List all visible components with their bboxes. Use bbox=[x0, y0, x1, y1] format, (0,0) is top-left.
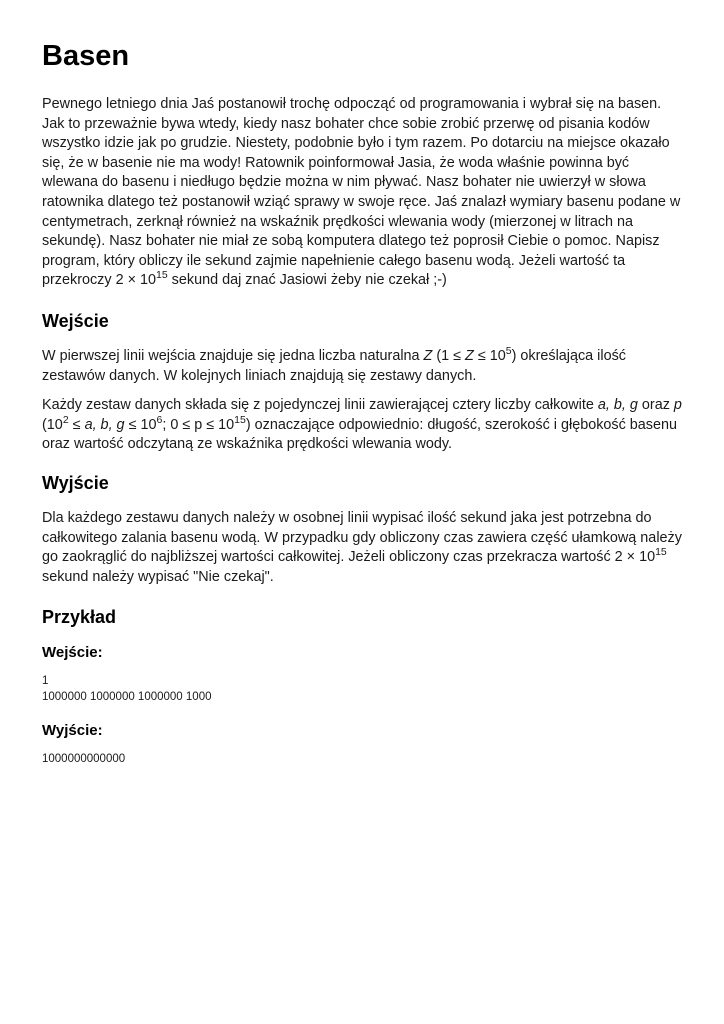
input-heading: Wejście bbox=[42, 310, 109, 331]
input-paragraph-2 bbox=[42, 396, 687, 455]
output-exponent: 15 bbox=[655, 546, 667, 559]
page-title: Basen bbox=[42, 40, 130, 72]
input-p2-text-c: (10 bbox=[42, 416, 63, 433]
input-p2-var-p: p bbox=[673, 397, 682, 414]
input-p1-var-z: Z bbox=[423, 347, 433, 364]
input-p1-text-d: ) określająca ilość zestawów danych. W kolejnych liniach znajdują się zestawy danych. bbox=[42, 347, 626, 384]
example-input-heading: Wejście: bbox=[42, 644, 103, 662]
input-p2-text-b: oraz bbox=[637, 397, 674, 414]
input-p1-exponent: 5 bbox=[505, 344, 512, 357]
example-output-block: 1000000000000 bbox=[42, 753, 126, 766]
input-p2-text-e: ≤ 10 bbox=[124, 416, 157, 433]
input-p1-text-b: (1 ≤ bbox=[432, 347, 466, 364]
output-text: Dla każdego zestawu danych należy w osobnej linii wypisać ilość sekund jaka jest potrzebna do całkowitego zalania basenu wodą. W przypadku gdy obliczony czas zawiera część ułamkową należy go zaokrąglić do najbliższej wartości całkowitej. Jeżeli obliczony czas przekracza wartość 2 × 10 bbox=[42, 509, 682, 566]
input-p2-exponent-3: 15 bbox=[234, 413, 246, 426]
input-p2-text-f: ; 0 ≤ p ≤ 10 bbox=[162, 416, 235, 433]
input-p2-text-a: Każdy zestaw danych składa się z pojedynczej linii zawierającej cztery liczby całkowite bbox=[42, 397, 598, 414]
output-section bbox=[42, 471, 687, 587]
example-section bbox=[42, 605, 687, 767]
input-p2-vars-2: a, b, g bbox=[84, 416, 125, 433]
problem-statement bbox=[42, 28, 687, 783]
output-text-end: sekund należy wypisać "Nie czekaj". bbox=[42, 568, 274, 585]
example-heading: Przykład bbox=[42, 607, 117, 628]
example-output-heading: Wyjście: bbox=[42, 722, 103, 740]
output-paragraph bbox=[42, 509, 687, 587]
input-p2-exponent-1: 2 bbox=[62, 413, 69, 426]
intro-exponent: 15 bbox=[155, 269, 168, 282]
input-p2-text-g: ) oznaczające odpowiednio: długość, szerokość i głębokość basenu oraz wartość odczytaną ze wskaźnika prędkości wlewania wody. bbox=[42, 416, 678, 453]
intro-text-end: sekund daj znać Jasiowi żeby nie czekał ;-) bbox=[167, 272, 447, 289]
input-p2-exponent-2: 6 bbox=[156, 413, 163, 426]
input-section bbox=[42, 309, 687, 455]
intro-paragraph bbox=[42, 95, 687, 291]
input-p1-text-a: W pierwszej linii wejścia znajduje się jedna liczba naturalna bbox=[42, 347, 424, 364]
input-p1-var-z2: Z bbox=[465, 347, 474, 364]
input-p1-text-c: ≤ 10 bbox=[473, 347, 506, 364]
output-heading: Wyjście bbox=[42, 472, 109, 493]
input-p2-vars: a, b, g bbox=[597, 397, 638, 414]
intro-text: Pewnego letniego dnia Jaś postanowił trochę odpocząć od programowania i wybrał się na basen. Jak to przeważnie bywa wtedy, kiedy nasz bohater chce sobie zrobić przerwę od pisania kodów wszystko idzie jak po grudzie. Niestety, podobnie było i tym razem. Po dotarciu na miejsce okazało się, że w basenie nie ma wody! Ratownik poinformował Jasia, że woda właśnie powinna być wlewana do basenu i niedługo będzie można w nim pływać. Nasz bohater nie uwierzył w słowa ratownika dlatego też postanowił wziąć sprawy w swoje ręce. Jaś znalazł wymiary basenu podane w centymetrach, zerknął również na wskaźnik prędkości wlewania wody (mierzonej w litrach na sekundę). Nasz bohater nie miał ze sobą komputera dlatego też poprosił Ciebie o pomoc. Napisz program, który obliczy ile sekund zajmie napełnienie całego basenu wodą. Jeżeli wartość ta przekroczy 2 × 10 bbox=[42, 96, 681, 289]
example-input-block: 1 1000000 1000000 1000000 1000 bbox=[42, 675, 212, 704]
input-paragraph-1 bbox=[42, 344, 687, 386]
input-p2-text-d: ≤ bbox=[68, 416, 85, 433]
